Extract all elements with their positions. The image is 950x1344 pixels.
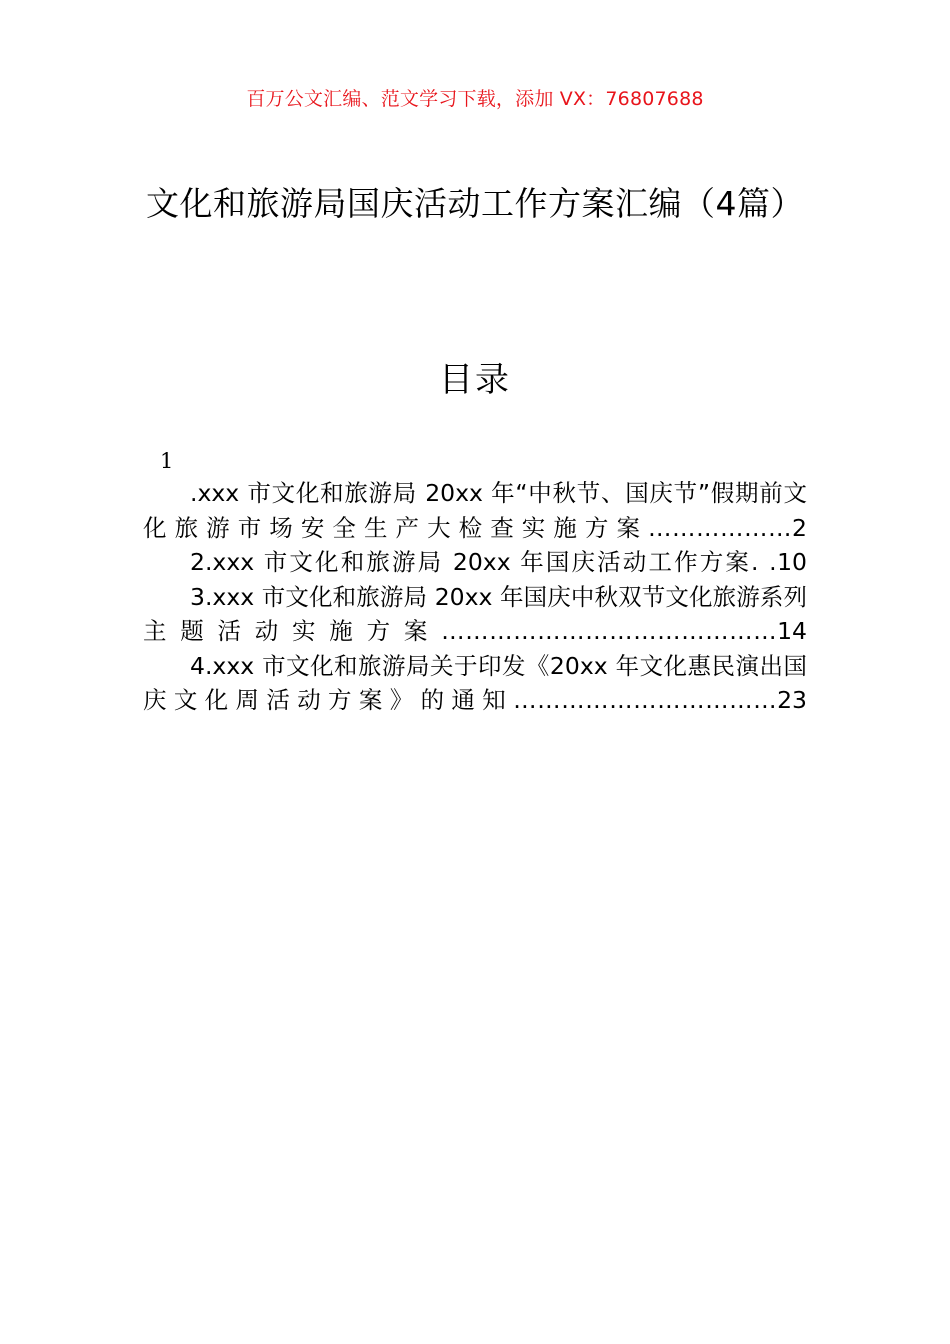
header-watermark-note: 百万公文汇编、范文学习下载，添加 VX：76807688 <box>246 88 704 110</box>
toc-page-number: 2 <box>792 513 807 542</box>
toc-entry[interactable] <box>143 545 807 580</box>
document-title: 文化和旅游局国庆活动工作方案汇编（4篇） <box>146 184 804 223</box>
toc-entry-number: 1 <box>160 449 174 473</box>
toc-leader-dots: . . <box>751 548 778 576</box>
toc-page-number: 10 <box>777 548 807 576</box>
toc-entry[interactable] <box>143 580 807 649</box>
toc-heading: 目录 <box>439 360 511 400</box>
toc-entry-title: 3.xxx 市文化和旅游局 20xx 年国庆中秋双节文化旅游系列主题活动实施方案 <box>143 582 807 645</box>
toc-entry[interactable] <box>143 649 807 718</box>
toc-entry-title: .xxx 市文化和旅游局 20xx 年“中秋节、国庆节”假期前文化旅游市场安全生产大检查实施方案 <box>143 479 807 542</box>
toc-page-number: 14 <box>777 617 807 645</box>
toc-page-number: 23 <box>777 686 807 714</box>
toc-leader-dots: ……………… <box>648 513 793 542</box>
table-of-contents <box>143 446 807 718</box>
toc-leader-dots: …………………………………… <box>441 617 778 645</box>
toc-entry[interactable] <box>143 476 807 545</box>
toc-entry-title: 4.xxx 市文化和旅游局关于印发《20xx 年文化惠民演出国庆文化周活动方案》的通知 <box>143 651 807 714</box>
toc-leader-dots: …………………………… <box>513 686 778 714</box>
toc-entry-title: 2.xxx 市文化和旅游局 20xx 年国庆活动工作方案 <box>190 548 752 576</box>
